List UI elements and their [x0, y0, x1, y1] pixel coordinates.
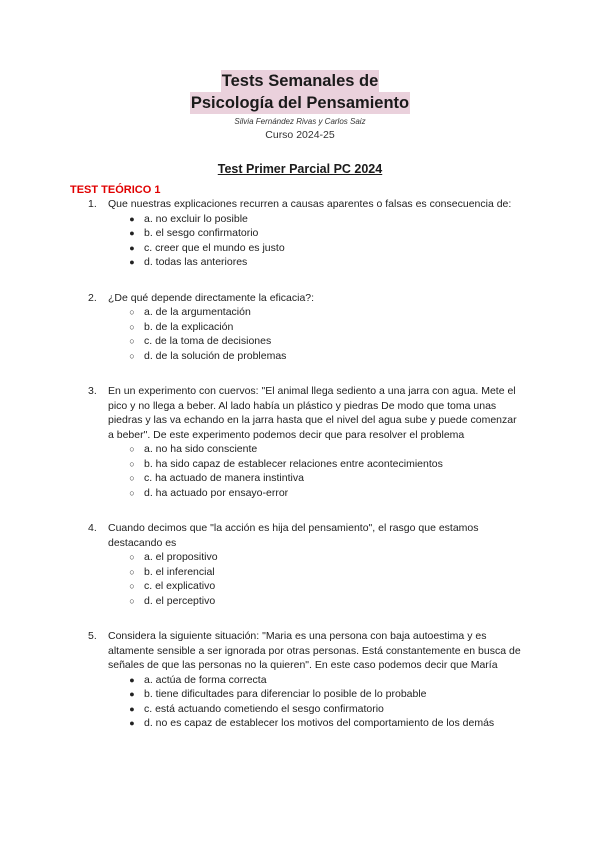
answer-option-text: b. ha sido capaz de establecer relaciones entre acontecimientos [144, 457, 443, 470]
answer-option-text: b. el inferencial [144, 565, 215, 578]
filled-bullet-icon: ● [129, 689, 135, 699]
answer-option-text: c. de la toma de decisiones [144, 335, 272, 347]
answer-option-text: a. de la argumentación [144, 306, 251, 318]
hollow-bullet-icon: ○ [129, 321, 135, 332]
answer-option-text: d. todas las anteriores [144, 256, 248, 268]
answer-option [129, 716, 600, 731]
answer-options [0, 550, 600, 608]
answer-option [129, 579, 600, 594]
answer-option-text: c. ha actuado de manera instintiva [144, 472, 304, 484]
answer-option-text: b. el sesgo confirmatorio [144, 227, 259, 239]
answer-option [129, 594, 600, 609]
authors: Silvia Fernández Rivas y Carlos Saiz [234, 117, 366, 126]
filled-bullet-icon: ● [129, 228, 135, 238]
hollow-bullet-icon: ○ [129, 336, 135, 346]
hollow-bullet-icon: ○ [129, 566, 135, 577]
answer-option [129, 550, 600, 565]
answer-option-text: a. no excluir lo posible [144, 212, 248, 225]
question-number: 2. [88, 291, 97, 304]
answer-option-text: a. actúa de forma correcta [144, 673, 267, 686]
question-number: 1. [88, 198, 97, 210]
answer-option-text: c. está actuando cometiendo el sesgo confirmatorio [144, 702, 384, 715]
answer-option [129, 442, 600, 457]
title-line-1: Tests Semanales de [221, 72, 379, 90]
hollow-bullet-icon: ○ [129, 307, 135, 317]
answer-option-text: a. el propositivo [144, 551, 218, 563]
answer-option [129, 687, 600, 702]
answer-options [0, 673, 600, 731]
question-item [0, 521, 600, 608]
hollow-bullet-icon: ○ [129, 581, 135, 591]
filled-bullet-icon: ● [129, 703, 135, 714]
question-item [0, 629, 600, 731]
answer-option [129, 305, 600, 320]
answer-option [129, 226, 600, 241]
answer-option [129, 349, 600, 364]
filled-bullet-icon: ● [129, 257, 135, 267]
filled-bullet-icon: ● [129, 718, 135, 728]
answer-option [129, 702, 600, 717]
question-text: Cuando decimos que "la acción es hija del pensamiento", el rasgo que estamos destacando es [108, 522, 479, 549]
answer-options [0, 442, 600, 500]
question-number: 5. [88, 630, 97, 642]
answer-option-text: b. tiene dificultades para diferenciar lo posible de lo probable [144, 688, 427, 700]
answer-option [129, 486, 600, 501]
answer-option [129, 212, 600, 227]
answer-option [129, 255, 600, 270]
answer-option-text: b. de la explicación [144, 320, 234, 333]
answer-option [129, 320, 600, 335]
answer-option-text: d. no es capaz de establecer los motivos del comportamiento de los demás [144, 717, 495, 729]
answer-options [0, 305, 600, 363]
answer-option [129, 241, 600, 256]
question-text: ¿De qué depende directamente la eficacia?: [108, 291, 315, 304]
answer-option-text: c. el explicativo [144, 580, 216, 592]
hollow-bullet-icon: ○ [129, 473, 135, 483]
hollow-bullet-icon: ○ [129, 444, 135, 454]
hollow-bullet-icon: ○ [129, 595, 135, 606]
answer-option [129, 673, 600, 688]
hollow-bullet-icon: ○ [129, 552, 135, 562]
question-item [0, 291, 600, 364]
filled-bullet-icon: ● [129, 213, 135, 224]
question-number: 3. [88, 385, 97, 397]
course-year: Curso 2024-25 [265, 129, 335, 141]
question-list [0, 197, 600, 752]
answer-option [129, 471, 600, 486]
answer-option-text: d. de la solución de problemas [144, 349, 287, 362]
answer-option [129, 334, 600, 349]
question-item [0, 384, 600, 500]
answer-option [129, 457, 600, 472]
filled-bullet-icon: ● [129, 674, 135, 685]
hollow-bullet-icon: ○ [129, 350, 135, 361]
document-header [0, 70, 600, 142]
answer-options [0, 212, 600, 270]
hollow-bullet-icon: ○ [129, 458, 135, 469]
question-number: 4. [88, 522, 97, 534]
question-item [0, 197, 600, 270]
answer-option-text: d. ha actuado por ensayo-error [144, 486, 289, 499]
question-text: En un experimento con cuervos: "El animal llega sediento a una jarra con agua. Mete el pico y no llega a beber. Al lado había un plástico y piedras De modo que toma unas piedras y las va echando en la jarra hasta que el nivel del agua sube y puede comenzar a beber". De este experimento podemos decir que para resolver el problema [108, 385, 517, 441]
answer-option-text: d. el perceptivo [144, 594, 216, 607]
answer-option-text: a. no ha sido consciente [144, 443, 258, 455]
answer-option [129, 565, 600, 580]
test-title: Test Primer Parcial PC 2024 [217, 162, 383, 176]
section-title: TEST TEÓRICO 1 [70, 184, 161, 196]
question-text: Considera la siguiente situación: "Maria es una persona con baja autoestima y es altamente sensible a ser ignorada por otras personas. Está constantemente en busca de señales de que las personas no la quieren". En este caso podemos decir que María [108, 630, 521, 671]
hollow-bullet-icon: ○ [129, 487, 135, 498]
question-text: Que nuestras explicaciones recurren a causas aparentes o falsas es consecuencia de: [108, 198, 512, 210]
answer-option-text: c. creer que el mundo es justo [144, 241, 285, 254]
filled-bullet-icon: ● [129, 242, 135, 253]
title-line-2: Psicología del Pensamiento [190, 94, 410, 112]
